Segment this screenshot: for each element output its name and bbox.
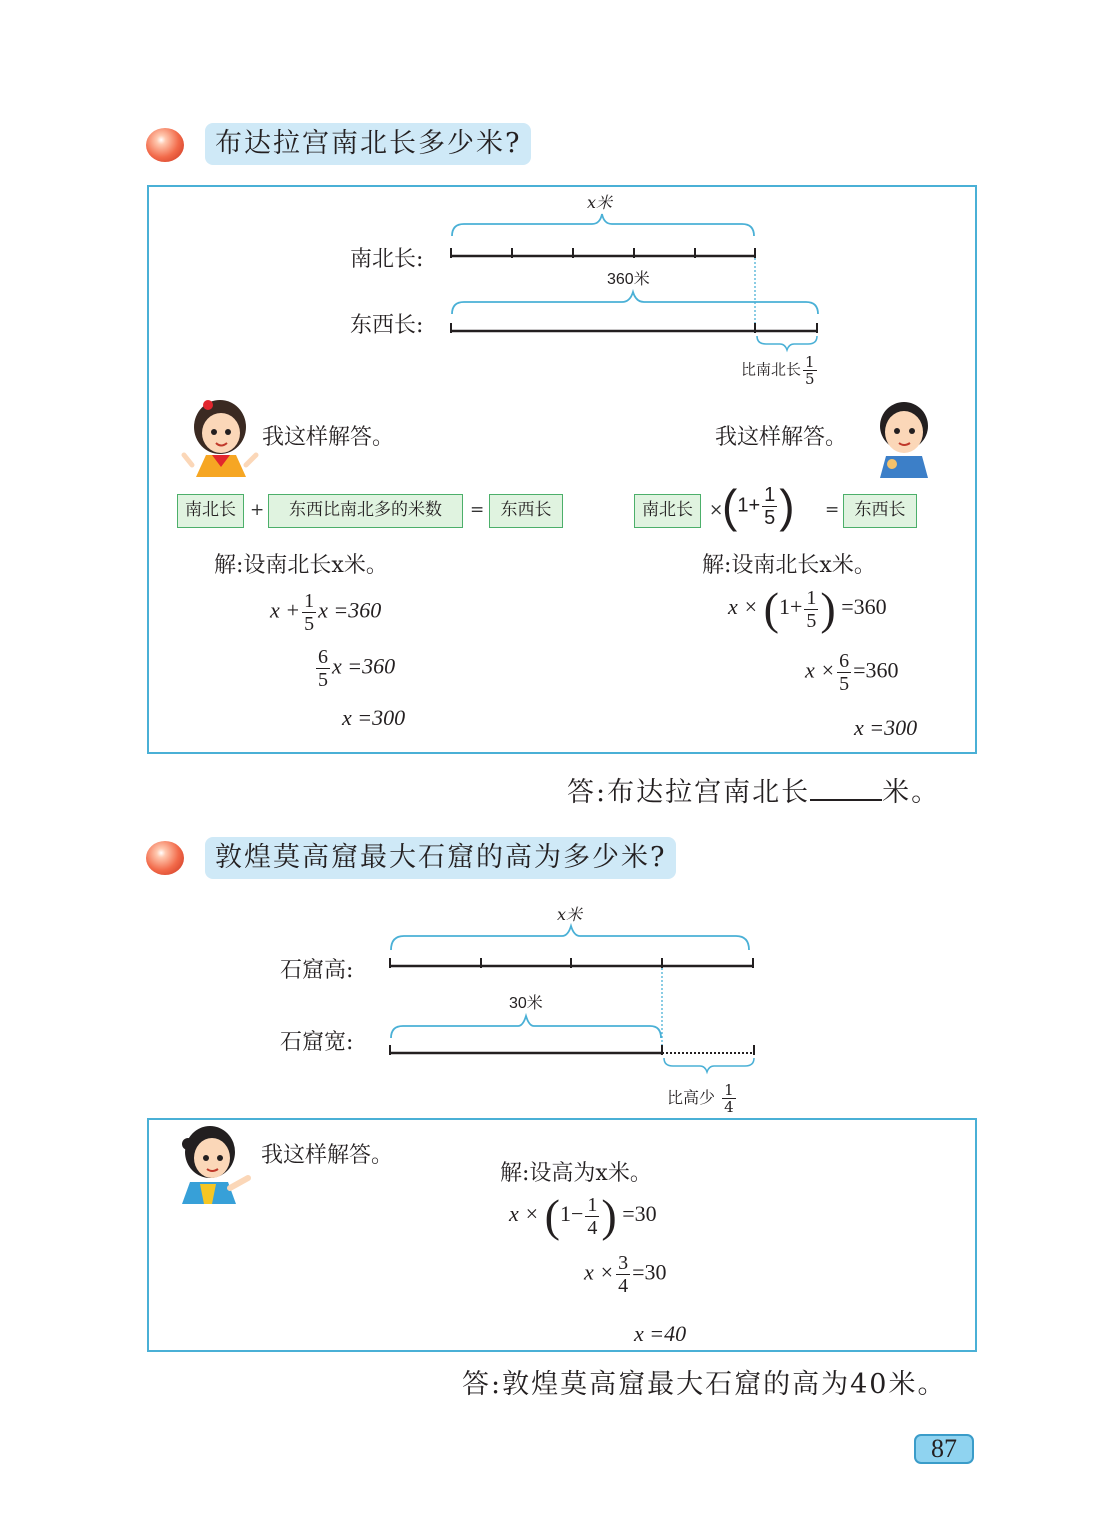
plus-sign: + [250, 500, 265, 520]
page-number: 87 [914, 1434, 974, 1464]
solve-left: 解:设南北长x米。 [214, 553, 388, 578]
answer-blank[interactable] [810, 777, 882, 801]
line-diagram-1 [0, 0, 1093, 400]
equals-sign-right: = [825, 500, 840, 520]
cave-width-label: 石窟宽: [280, 1030, 354, 1055]
boy-avatar-icon [872, 398, 936, 478]
term-ew-length-right: 东西长 [843, 494, 917, 528]
ew-length-label: 东西长: [350, 313, 424, 338]
eq-left-1: x + $\frac{1}{5}$ x =360 [270, 590, 382, 635]
question-title-2: 敦煌莫高窟最大石窟的高为多少米? [205, 837, 676, 879]
bullet-ball-icon-2 [146, 841, 184, 875]
term-ns-length-right: 南北长 [634, 494, 701, 528]
term-ew-length: 东西长 [489, 494, 563, 528]
eq-right-1: x × (1+ $\frac{1}{5}$ ) =360 [728, 583, 887, 634]
speech-left: 我这样解答。 [262, 425, 395, 450]
times-sign: × [709, 500, 724, 520]
solve-2: 解:设高为x米。 [500, 1161, 652, 1186]
total-30-label: 30米 [509, 995, 543, 1012]
term-ew-more: 东西比南北多的米数 [268, 494, 463, 528]
eq2-2: x × $\frac{3}{4}$ =30 [584, 1252, 667, 1297]
speech-2: 我这样解答。 [261, 1143, 394, 1168]
eq-right-3: x =300 [854, 715, 918, 740]
girl-avatar-icon [178, 395, 262, 477]
term-ns-length: 南北长 [177, 494, 244, 528]
line-diagram-2 [0, 880, 1093, 1120]
solve-right: 解:设南北长x米。 [702, 553, 876, 578]
eq-right-2: x × $\frac{6}{5}$ =360 [805, 650, 899, 695]
paren-expression: (1+ $\frac{1}{5}$ ) [722, 480, 795, 532]
eq-left-2: $\frac{6}{5}$ x =360 [318, 646, 396, 691]
eq2-3: x =40 [634, 1321, 687, 1346]
cave-height-label: 石窟高: [280, 958, 354, 983]
question-title-1: 布达拉宫南北长多少米? [205, 123, 531, 165]
total-360-label: 360米 [607, 271, 650, 288]
girl-pointing-avatar-icon [176, 1122, 254, 1204]
ns-length-label: 南北长: [350, 247, 424, 272]
x-meter-label-1: x米 [587, 193, 613, 212]
extra-label: 比南北长 $\frac{1}{5}$ [741, 353, 815, 388]
eq2-1: x × (1− $\frac{1}{4}$ ) =30 [509, 1190, 657, 1241]
x-meter-label-2: x米 [557, 905, 583, 924]
less-label: 比高少 $\frac{1}{4}$ [667, 1081, 734, 1116]
eq-left-3: x =300 [342, 705, 406, 730]
equals-sign: = [470, 500, 485, 520]
speech-right: 我这样解答。 [715, 425, 848, 450]
answer-2: 答:敦煌莫高窟最大石窟的高为40米。 [462, 1369, 947, 1400]
answer-1: 答:布达拉宫南北长 米。 [567, 777, 941, 808]
